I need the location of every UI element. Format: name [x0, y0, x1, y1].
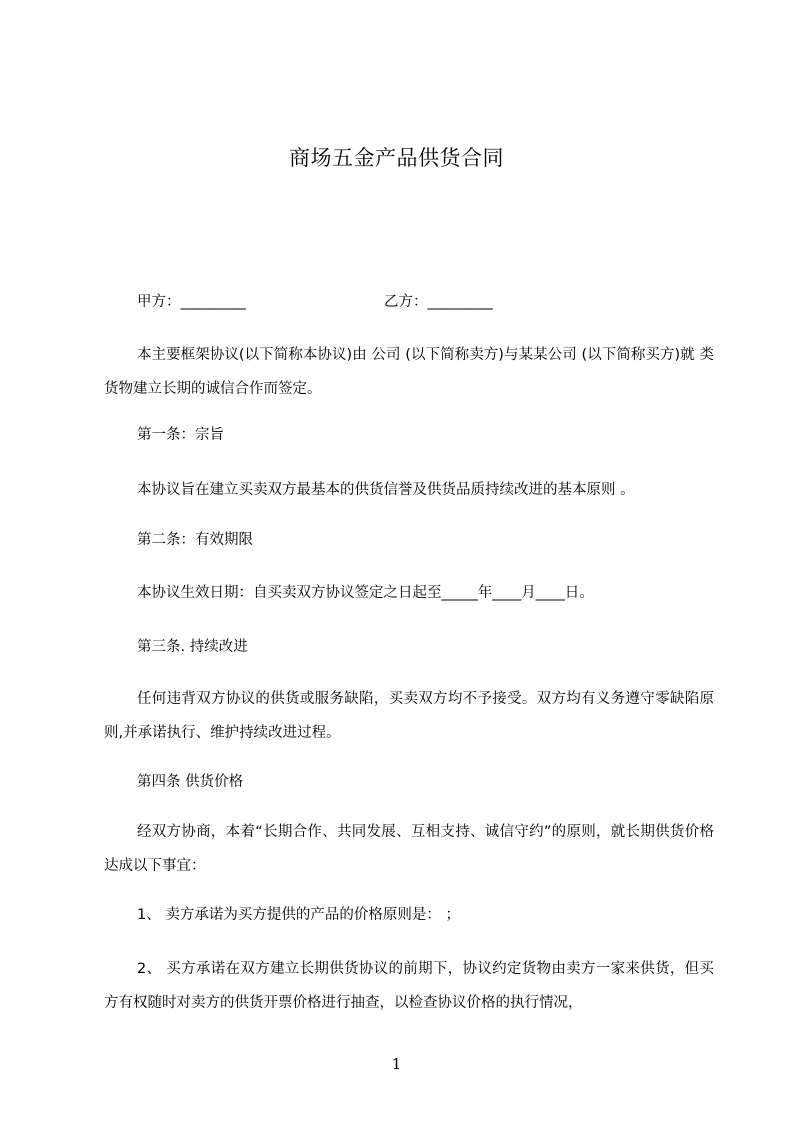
party-a-line: 甲方：_________: [137, 294, 246, 310]
article3-heading: 第三条. 持续改进: [137, 639, 248, 655]
article1-heading: 第一条：宗旨: [137, 427, 224, 443]
article4-heading: 第四条 供货价格: [137, 774, 244, 790]
article2-body: 本协议生效日期：自买卖双方协议签定之日起至_____年____月____日。: [137, 585, 594, 601]
article2-heading: 第二条：有效期限: [137, 532, 253, 548]
intro-paragraph: 本主要框架协议(以下简称本协议)由 公司 (以下简称卖方)与某某公司 (以下简称买方)就 类货物建立长期的诚信合作而签定。: [104, 347, 714, 397]
article4-item-2: 2、 买方承诺在双方建立长期供货协议的前期下，协议约定货物由卖方一家来供货，但买方有权随时对卖方的供货开票价格进行抽查，以检查协议价格的执行情况，: [104, 961, 714, 1011]
party-b-line: 乙方：_________: [384, 294, 493, 310]
document-title: 商场五金产品供货合同: [289, 146, 504, 170]
article1-body: 本协议旨在建立买卖双方最基本的供货信誉及供货品质持续改进的基本原则 。: [137, 482, 635, 498]
page-number: 1: [391, 1055, 402, 1073]
article3-body: 任何违背双方协议的供货或服务缺陷，买卖双方均不予接受。双方均有义务遵守零缺陷原则,并承诺执行、维护持续改进过程。: [104, 691, 714, 741]
article4-body: 经双方协商，本着“长期合作、共同发展、互相支持、诚信守约”的原则，就长期供货价格达成以下事宜：: [104, 824, 714, 874]
article4-item-1: 1、 卖方承诺为买方提供的产品的价格原则是： ；: [137, 907, 460, 923]
